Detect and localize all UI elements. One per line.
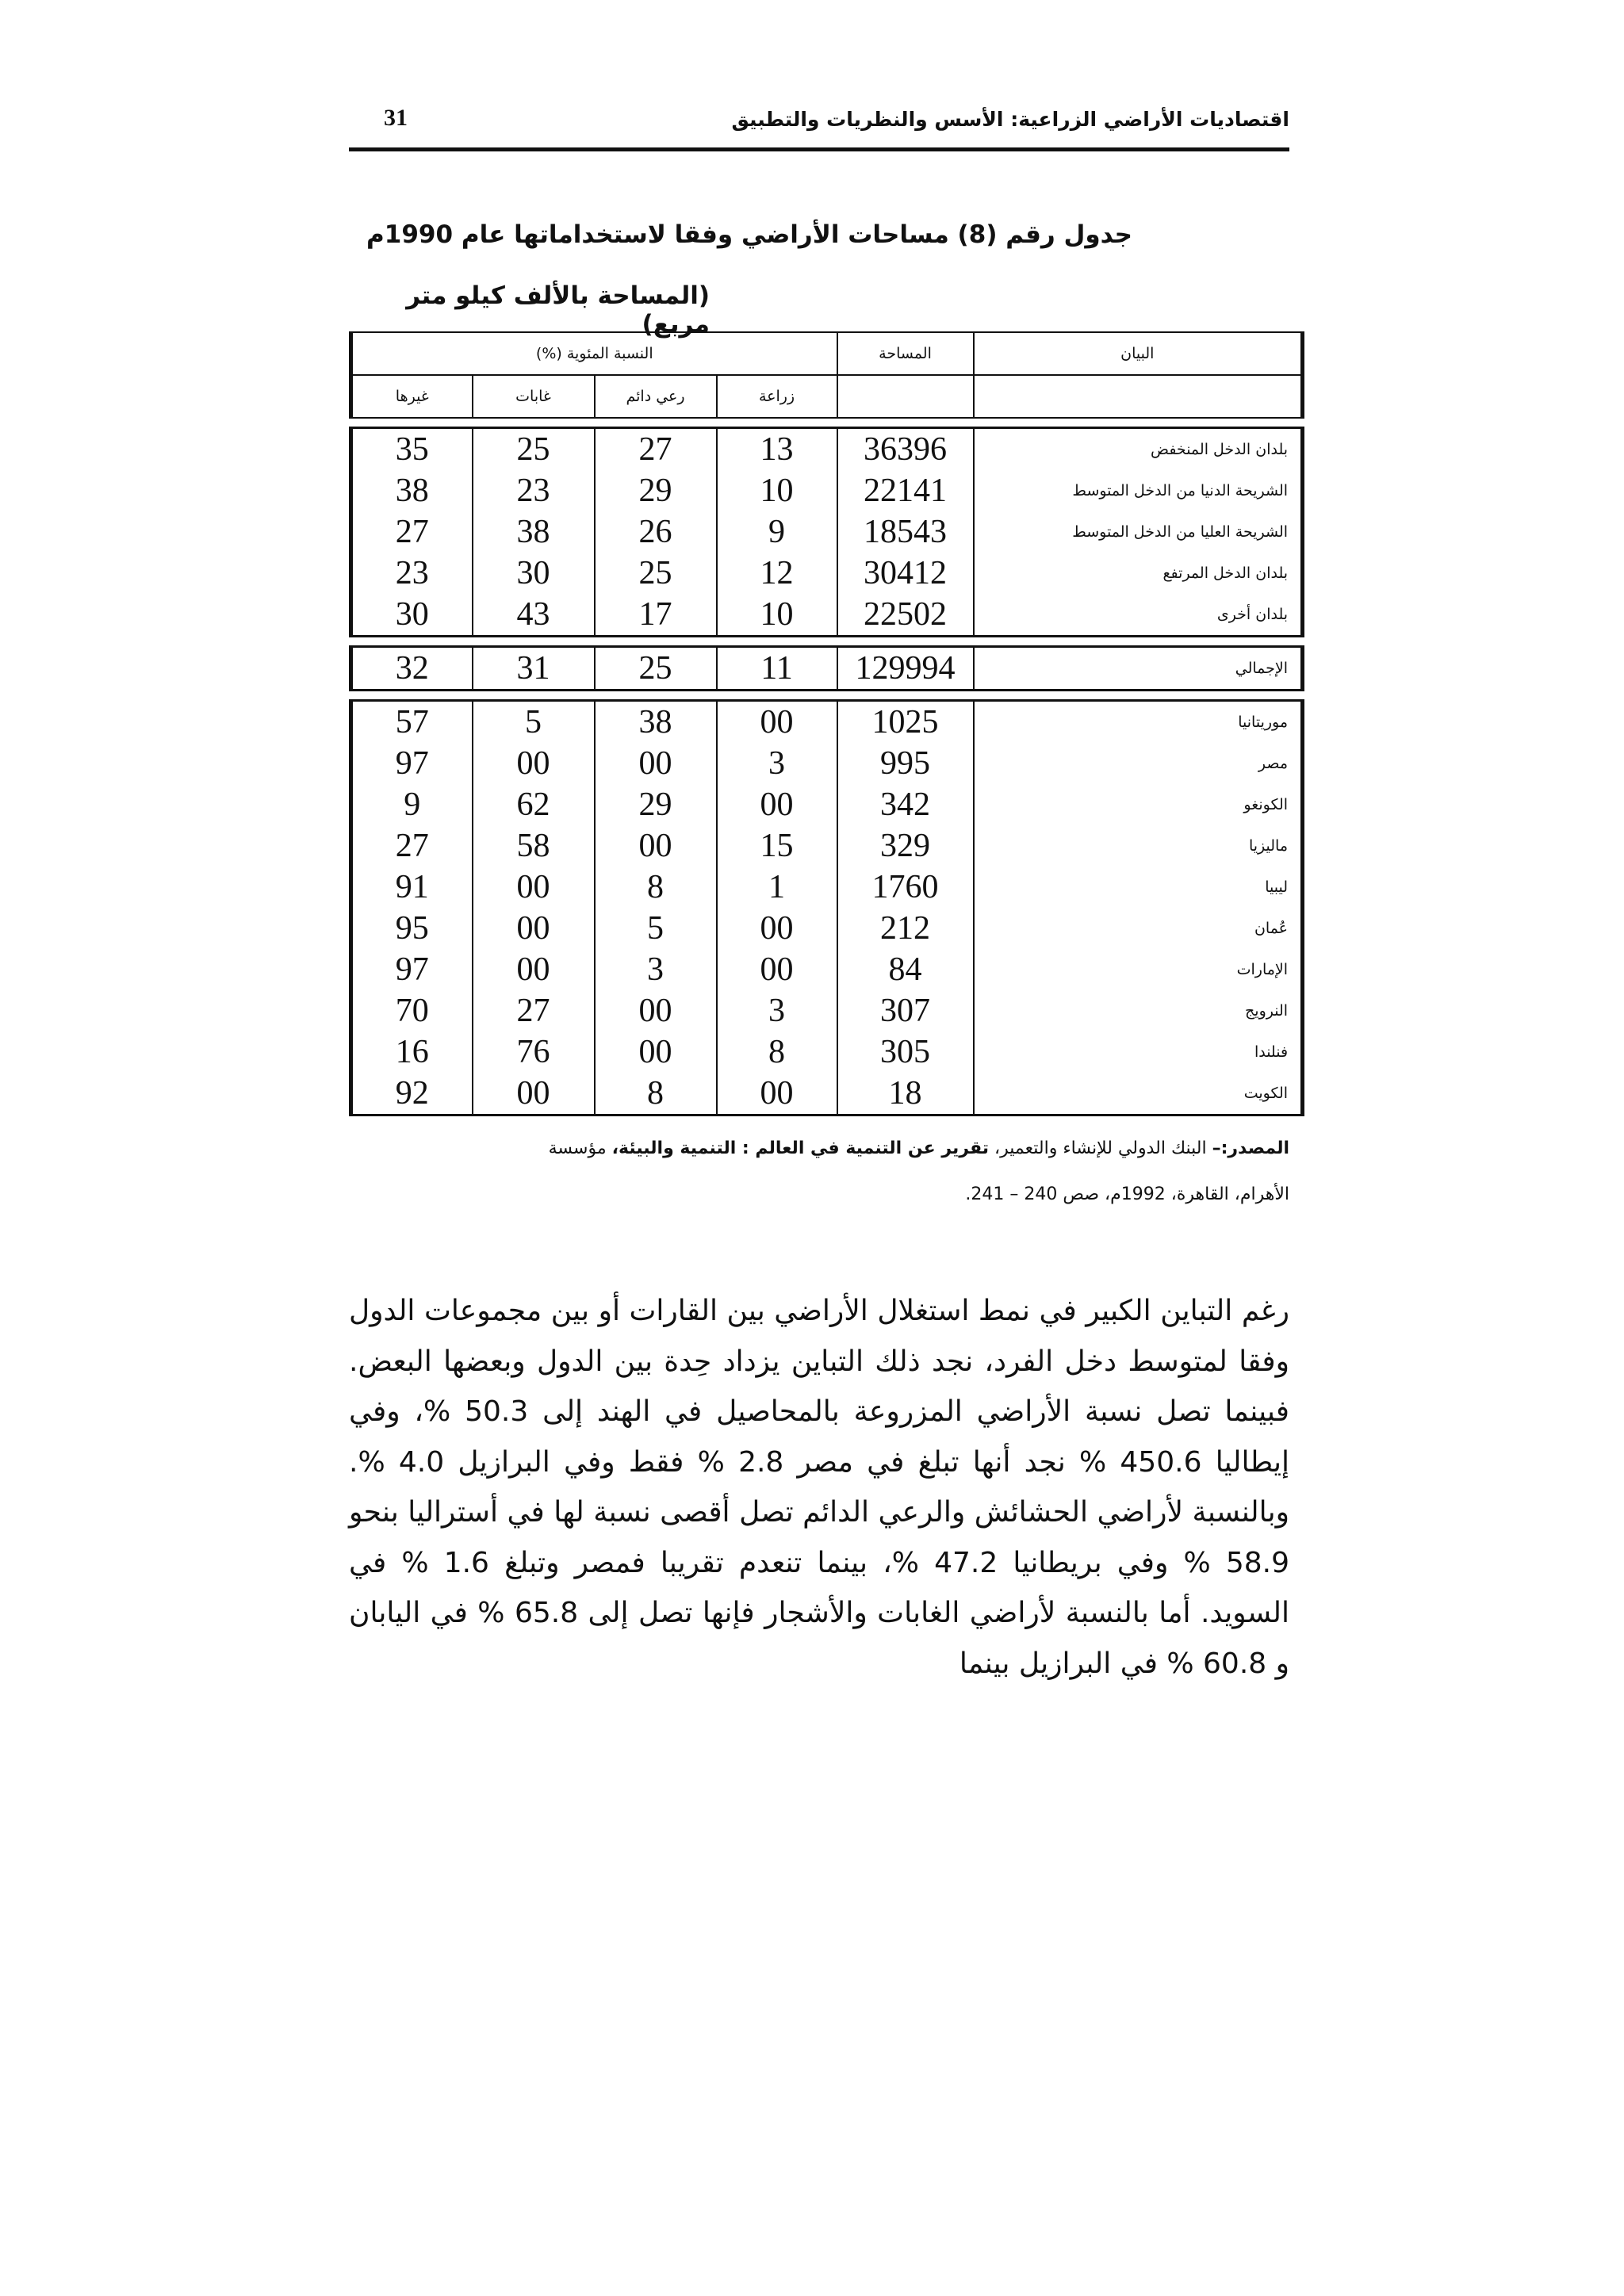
row-label: الكويت	[974, 1073, 1303, 1115]
cell-forests: 00	[473, 949, 595, 990]
cell-pasture: 17	[595, 594, 717, 637]
col-area: المساحة	[837, 332, 974, 375]
cell-pasture: 00	[595, 743, 717, 784]
cell-other: 97	[351, 743, 473, 784]
cell-pasture: 00	[595, 990, 717, 1031]
row-label: موريتانيا	[974, 701, 1303, 744]
gap-cell	[351, 418, 1303, 428]
body-paragraph: رغم التباين الكبير في نمط استغلال الأراضي بين القارات أو بين مجموعات الدول وفقا لمتوسط دخل الفرد، نجد ذلك التباين يزداد حِدة بين الدول وبعضها البعض. فبينما تصل نسبة الأراضي المزروعة بالمحاصيل في الهند إلى 50.3 %، وفي إيطاليا 450.6 % نجد أنها تبلغ في مصر 2.8 % فقط وفي البرازيل 4.0 %. وبالنسبة لأراضي الحشائش والرعي الدائم تصل أقصى نسبة لها في أستراليا بنحو 58.9 % وفي بريطانيا 47.2 %، بينما تنعدم تقريبا فمصر وتبلغ 1.6 % في السويد. أما بالنسبة لأراضي الغابات والأشجار فإنها تصل إلى 65.8 % في اليابان و 60.8 % في البرازيل بينما	[349, 1295, 1290, 1680]
gap-cell	[351, 691, 1303, 701]
cell-other: 9	[351, 784, 473, 825]
source-publisher: البنك الدولي للإنشاء والتعمير،	[989, 1138, 1212, 1158]
cell-agriculture: 00	[717, 701, 837, 744]
cell-pasture: 29	[595, 470, 717, 511]
cell-other: 38	[351, 470, 473, 511]
cell-pasture: 26	[595, 511, 717, 553]
percent-group-label: النسبة المئوية (%)	[535, 345, 653, 362]
row-label: ليبيا	[974, 867, 1303, 908]
table-row	[351, 470, 1303, 511]
cell-pasture: 5	[595, 908, 717, 949]
col-statement-blank	[974, 375, 1303, 418]
cell-area: 1760	[837, 867, 974, 908]
cell-other: 30	[351, 594, 473, 637]
col-agriculture: زراعة	[717, 375, 837, 418]
cell-forests: 58	[473, 825, 595, 867]
cell-pasture: 27	[595, 428, 717, 471]
row-label: الإمارات	[974, 949, 1303, 990]
table-row	[351, 867, 1303, 908]
source-line-1	[349, 1126, 1289, 1172]
cell-area: 18	[837, 1073, 974, 1115]
row-label: الكونغو	[974, 784, 1303, 825]
source-text2: مؤسسة	[548, 1138, 612, 1158]
cell-forests: 25	[473, 428, 595, 471]
col-pasture: رعي دائم	[595, 375, 717, 418]
cell-agriculture: 00	[717, 784, 837, 825]
cell-other: 32	[351, 647, 473, 691]
cell-agriculture: 3	[717, 990, 837, 1031]
cell-forests: 27	[473, 990, 595, 1031]
cell-forests: 76	[473, 1031, 595, 1073]
table-row	[351, 647, 1303, 691]
col-percent-group	[351, 332, 837, 375]
cell-other: 97	[351, 949, 473, 990]
cell-agriculture: 3	[717, 743, 837, 784]
row-label: مصر	[974, 743, 1303, 784]
cell-area: 1025	[837, 701, 974, 744]
table-row	[351, 701, 1303, 744]
cell-pasture: 3	[595, 949, 717, 990]
row-group	[351, 428, 1303, 637]
cell-agriculture: 10	[717, 470, 837, 511]
cell-other: 70	[351, 990, 473, 1031]
table-title: جدول رقم (8) مساحات الأراضي وفقا لاستخداماتها عام 1990م	[366, 220, 1132, 249]
cell-agriculture: 00	[717, 949, 837, 990]
cell-agriculture: 11	[717, 647, 837, 691]
cell-pasture: 8	[595, 867, 717, 908]
running-title: اقتصاديات الأراضي الزراعية: الأسس والنظريات والتطبيق	[731, 108, 1289, 131]
cell-other: 92	[351, 1073, 473, 1115]
cell-forests: 00	[473, 908, 595, 949]
col-area-blank	[837, 375, 974, 418]
cell-other: 91	[351, 867, 473, 908]
cell-area: 22141	[837, 470, 974, 511]
page-header	[349, 101, 1289, 151]
table-row	[351, 594, 1303, 637]
table-row	[351, 784, 1303, 825]
cell-forests: 00	[473, 1073, 595, 1115]
cell-other: 35	[351, 428, 473, 471]
cell-other: 57	[351, 701, 473, 744]
table-row	[351, 990, 1303, 1031]
cell-forests: 5	[473, 701, 595, 744]
cell-agriculture: 1	[717, 867, 837, 908]
row-group	[351, 701, 1303, 1115]
cell-forests: 43	[473, 594, 595, 637]
table-unit: (المساحة بالألف كيلو متر مربع)	[406, 281, 710, 339]
group-gap	[351, 418, 1303, 428]
cell-pasture: 25	[595, 553, 717, 594]
table-row	[351, 949, 1303, 990]
table-row	[351, 825, 1303, 867]
table-row	[351, 1031, 1303, 1073]
header-row-1	[351, 332, 1303, 375]
table-row	[351, 428, 1303, 471]
row-label: بلدان الدخل المنخفض	[974, 428, 1303, 471]
row-label: الشريحة العليا من الدخل المتوسط	[974, 511, 1303, 553]
row-label: بلدان الدخل المرتفع	[974, 553, 1303, 594]
gap-row	[351, 418, 1303, 428]
cell-forests: 23	[473, 470, 595, 511]
source-line-2: الأهرام، القاهرة، 1992م، صص 240 – 241.	[965, 1184, 1289, 1204]
cell-agriculture: 10	[717, 594, 837, 637]
cell-area: 129994	[837, 647, 974, 691]
cell-pasture: 8	[595, 1073, 717, 1115]
header-row-2	[351, 375, 1303, 418]
row-label: الإجمالي	[974, 647, 1303, 691]
row-label: ماليزيا	[974, 825, 1303, 867]
source-label: المصدر:–	[1212, 1138, 1289, 1158]
cell-agriculture: 12	[717, 553, 837, 594]
cell-agriculture: 9	[717, 511, 837, 553]
cell-other: 23	[351, 553, 473, 594]
group-gap	[351, 637, 1303, 647]
group-gap	[351, 691, 1303, 701]
cell-other: 95	[351, 908, 473, 949]
cell-area: 30412	[837, 553, 974, 594]
cell-agriculture: 15	[717, 825, 837, 867]
cell-pasture: 00	[595, 1031, 717, 1073]
cell-forests: 31	[473, 647, 595, 691]
cell-pasture: 00	[595, 825, 717, 867]
cell-area: 995	[837, 743, 974, 784]
cell-agriculture: 00	[717, 1073, 837, 1115]
cell-area: 36396	[837, 428, 974, 471]
cell-forests: 62	[473, 784, 595, 825]
source-note	[349, 1126, 1289, 1218]
col-forests: غابات	[473, 375, 595, 418]
cell-agriculture: 00	[717, 908, 837, 949]
gap-row	[351, 691, 1303, 701]
cell-area: 329	[837, 825, 974, 867]
source-report: تقرير عن التنمية في العالم : التنمية والبيئة،	[611, 1138, 990, 1158]
cell-pasture: 29	[595, 784, 717, 825]
table-row	[351, 1073, 1303, 1115]
cell-forests: 38	[473, 511, 595, 553]
cell-area: 342	[837, 784, 974, 825]
cell-forests: 30	[473, 553, 595, 594]
cell-area: 307	[837, 990, 974, 1031]
cell-agriculture: 8	[717, 1031, 837, 1073]
table-row	[351, 743, 1303, 784]
table-row	[351, 511, 1303, 553]
cell-area: 22502	[837, 594, 974, 637]
cell-other: 27	[351, 825, 473, 867]
cell-area: 18543	[837, 511, 974, 553]
row-label: بلدان أخرى	[974, 594, 1303, 637]
land-use-table	[349, 331, 1304, 1116]
row-group	[351, 647, 1303, 691]
table-row	[351, 908, 1303, 949]
cell-agriculture: 13	[717, 428, 837, 471]
cell-other: 16	[351, 1031, 473, 1073]
row-label: عُمان	[974, 908, 1303, 949]
cell-pasture: 25	[595, 647, 717, 691]
cell-area: 84	[837, 949, 974, 990]
table-row	[351, 553, 1303, 594]
row-label: الشريحة الدنيا من الدخل المتوسط	[974, 470, 1303, 511]
cell-area: 305	[837, 1031, 974, 1073]
cell-pasture: 38	[595, 701, 717, 744]
row-label: النرويج	[974, 990, 1303, 1031]
cell-forests: 00	[473, 867, 595, 908]
cell-other: 27	[351, 511, 473, 553]
col-statement: البيان	[974, 332, 1303, 375]
col-other: غيرها	[351, 375, 473, 418]
gap-cell	[351, 637, 1303, 647]
cell-forests: 00	[473, 743, 595, 784]
page-number: 31	[384, 105, 408, 131]
gap-row	[351, 637, 1303, 647]
cell-area: 212	[837, 908, 974, 949]
row-label: فنلندا	[974, 1031, 1303, 1073]
